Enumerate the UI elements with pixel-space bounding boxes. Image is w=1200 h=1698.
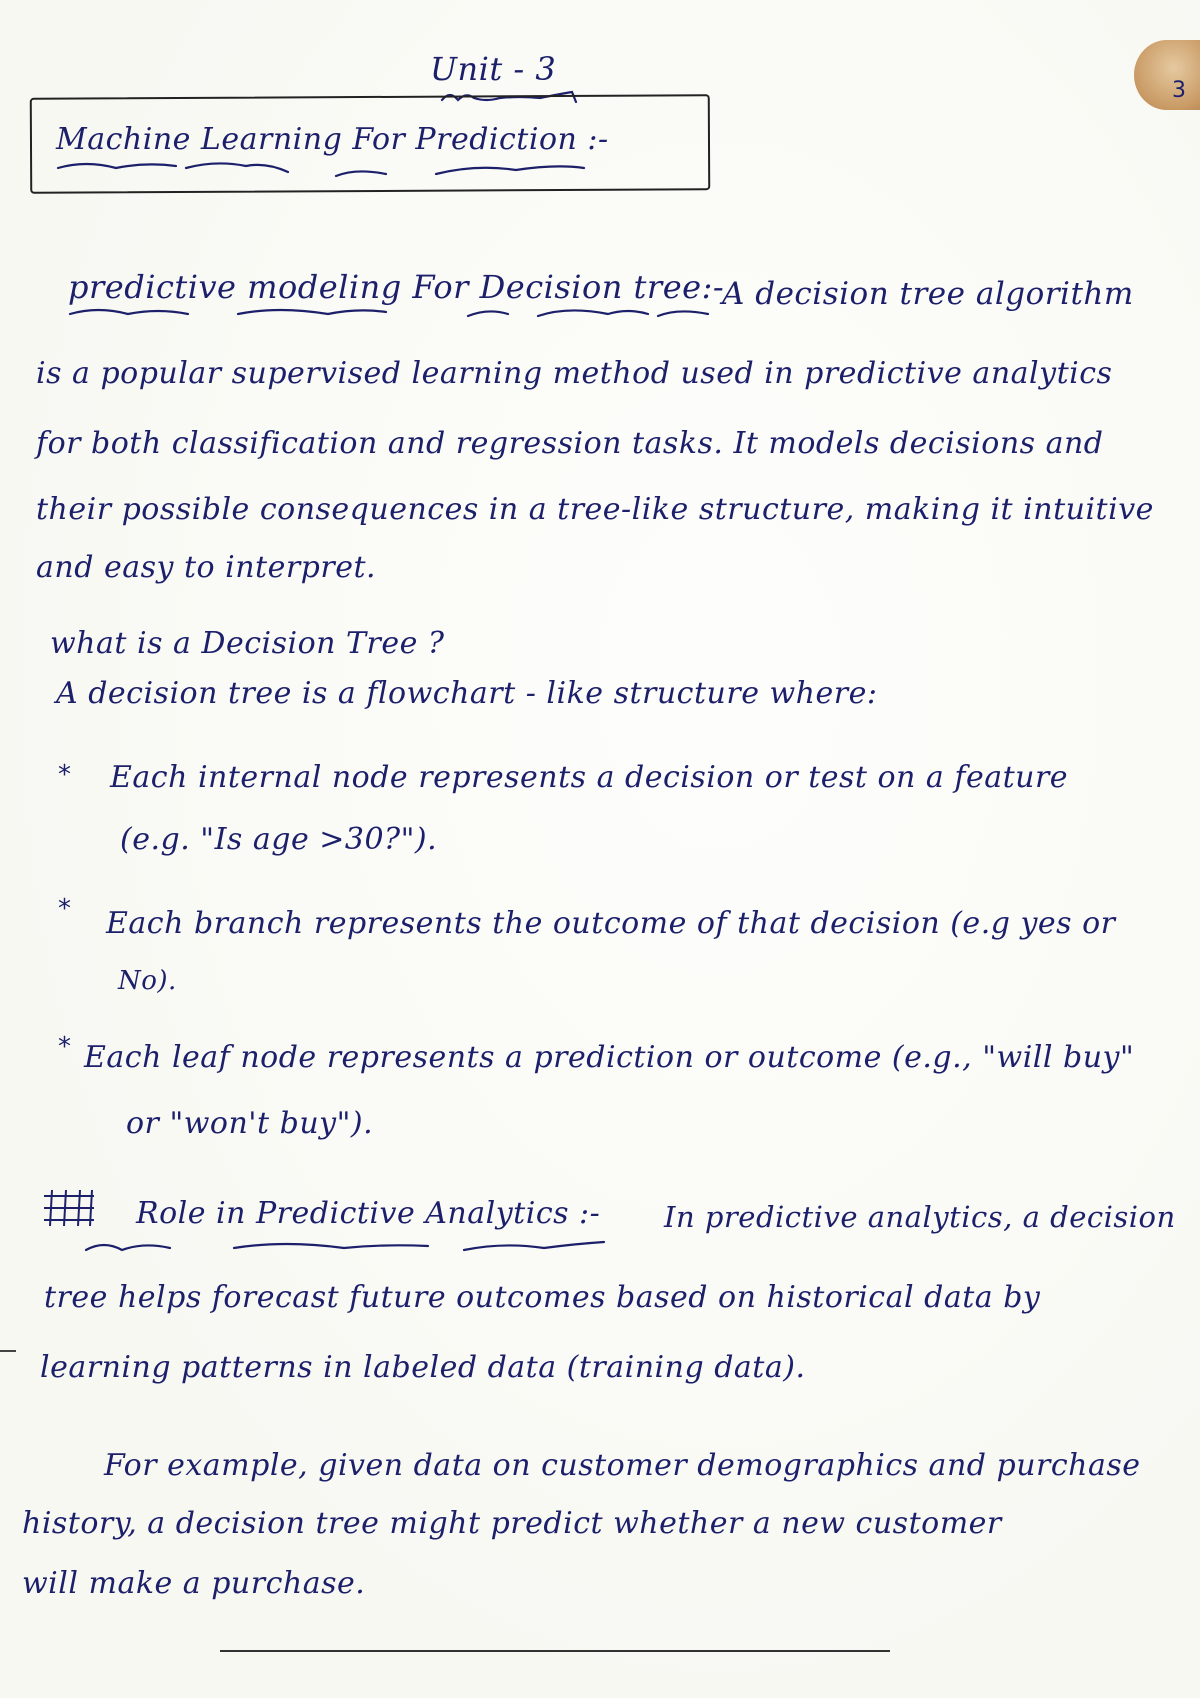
section1-line-3: for both classification and regression tasks. It models decisions and	[36, 426, 1104, 461]
bullet-3-line-1: Each leaf node represents a prediction or outcome (e.g., "will buy"	[84, 1040, 1135, 1075]
section4-line-1: For example, given data on customer demographics and purchase	[104, 1448, 1141, 1483]
section2-intro: A decision tree is a flowchart - like structure where:	[56, 676, 878, 711]
bullet-marker-1: *	[58, 760, 71, 790]
bottom-rule	[220, 1650, 890, 1652]
page-corner-stain	[1134, 40, 1200, 110]
bullet-3-line-2: or "won't buy").	[126, 1106, 374, 1141]
title-underline	[56, 158, 596, 188]
section3-line-3: learning patterns in labeled data (training data).	[40, 1350, 806, 1385]
section2-question: what is a Decision Tree ?	[50, 626, 445, 661]
bullet-1-line-1: Each internal node represents a decision or test on a feature	[110, 760, 1069, 795]
section1-line-2: is a popular supervised learning method used in predictive analytics	[36, 356, 1113, 391]
section4-line-3: will make a purchase.	[22, 1566, 366, 1601]
bullet-marker-3: *	[58, 1032, 71, 1062]
section1-line-1: A decision tree algorithm	[722, 276, 1134, 312]
section1-line-5: and easy to interpret.	[36, 550, 377, 585]
bullet-marker-2: *	[58, 894, 71, 924]
bullet-2-line-1: Each branch represents the outcome of that decision (e.g yes or	[106, 906, 1116, 941]
page-title: Machine Learning For Prediction :-	[56, 122, 609, 157]
section3-line-1: In predictive analytics, a decision	[664, 1200, 1176, 1234]
section3-line-2: tree helps forecast future outcomes based on historical data by	[44, 1280, 1041, 1315]
section1-line-4: their possible consequences in a tree-like structure, making it intuitive	[36, 492, 1154, 527]
section1-heading: predictive modeling For Decision tree:-	[68, 268, 725, 306]
margin-tick	[0, 1350, 16, 1352]
section3-heading-underline	[84, 1238, 624, 1258]
section3-heading: Role in Predictive Analytics :-	[136, 1196, 601, 1231]
hash-grid-icon	[40, 1188, 98, 1228]
bullet-1-line-2: (e.g. "Is age >30?").	[120, 822, 438, 857]
unit-heading: Unit - 3	[430, 50, 557, 88]
page-number: 3	[1172, 78, 1186, 103]
section4-line-2: history, a decision tree might predict whether a new customer	[22, 1506, 1002, 1541]
section1-heading-underline	[68, 304, 718, 324]
bullet-2-line-2: No).	[118, 966, 177, 996]
